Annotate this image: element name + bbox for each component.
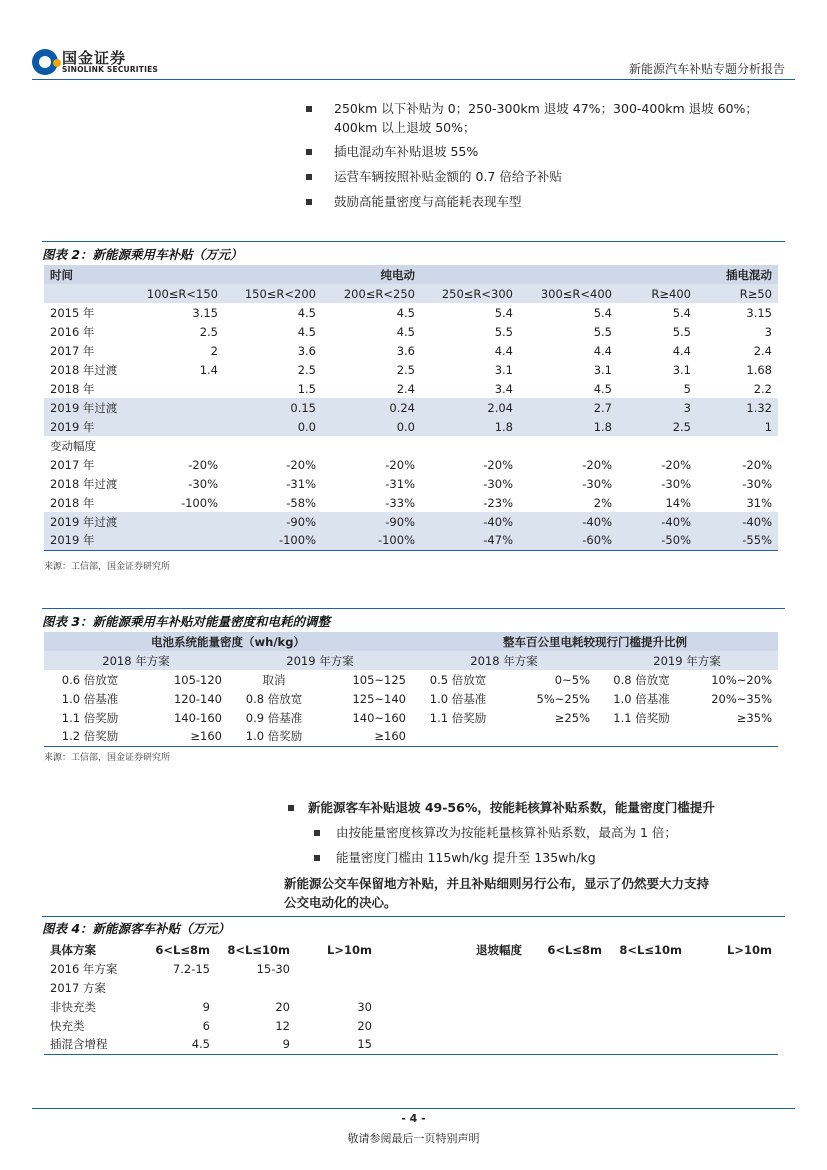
table-cell: 140-160 — [173, 710, 222, 725]
page-number: - 4 - — [401, 1112, 426, 1125]
table-cell: -31% — [385, 476, 415, 491]
table-cell: 0.8 倍放宽 — [245, 691, 303, 706]
table-cell: 1.2 倍奖励 — [44, 727, 136, 746]
table-cell: 5.4 — [672, 305, 691, 320]
bullet-icon — [306, 106, 312, 112]
table-row — [44, 341, 778, 360]
table-cell: 125~140 — [352, 691, 406, 706]
table-row — [44, 512, 778, 531]
table-cell: -100% — [224, 531, 322, 550]
table-cell: ≥160 — [136, 727, 228, 746]
table-row — [44, 398, 778, 417]
table2 — [44, 265, 778, 551]
table-row — [44, 959, 778, 978]
col-header: 具体方案 — [50, 942, 96, 957]
table-cell: 120-140 — [173, 691, 222, 706]
table-cell — [688, 978, 778, 997]
table-cell — [216, 978, 296, 997]
section-paragraph: 新能源公交车保留地方补贴，并且补贴细则另行公布，显示了仍然要大力支持 公交电动化的决心。 — [284, 876, 710, 910]
table-cell — [528, 1035, 608, 1054]
table2-title: 图表 2：新能源乘用车补贴（万元） — [42, 247, 243, 262]
table-cell: 4.5 — [396, 305, 415, 320]
table-cell: -20% — [188, 457, 218, 472]
sub-bullet: 能量密度门槛由 115wh/kg 提升至 135wh/kg — [336, 850, 596, 865]
table-row — [44, 670, 778, 689]
header-divider — [32, 79, 795, 80]
table-cell — [378, 997, 528, 1016]
table-cell — [596, 727, 687, 746]
table-cell — [528, 1016, 608, 1035]
table-cell: 2017 方案 — [50, 980, 106, 995]
col-header: 2019 年方案 — [653, 653, 721, 668]
table-cell: 10%~20% — [711, 672, 772, 687]
table-cell: 15 — [296, 1035, 378, 1054]
table4 — [44, 940, 778, 1055]
table-cell: 0.24 — [389, 400, 415, 415]
col-header: 100≤R<150 — [146, 286, 218, 301]
table-cell — [608, 978, 688, 997]
table-cell: 2019 年 — [44, 531, 124, 550]
table-header-row — [44, 265, 778, 284]
col-group-header: 整车百公里电耗较现行门槛提升比例 — [503, 634, 687, 649]
table-cell — [608, 1035, 688, 1054]
table-rule — [42, 241, 785, 242]
table-cell — [687, 727, 778, 746]
table-header-row — [44, 651, 778, 670]
table-row — [44, 303, 778, 322]
table-row — [44, 455, 778, 474]
table-cell: -100% — [180, 495, 218, 510]
table-cell: 1.4 — [199, 362, 218, 377]
table-cell: 0.8 倍放宽 — [613, 672, 670, 687]
table-cell: 4.5 — [297, 305, 316, 320]
table-cell: 2016 年 — [50, 324, 95, 339]
table-cell: -60% — [519, 531, 618, 550]
table-row — [44, 360, 778, 379]
table-cell: -20% — [661, 457, 691, 472]
table-cell: 1.68 — [746, 362, 772, 377]
bullet-item: 鼓励高能量密度与高能耗表现车型 — [334, 194, 522, 209]
table-cell: 2 — [210, 343, 218, 358]
table-cell — [421, 436, 519, 455]
table-cell: 5.5 — [672, 324, 691, 339]
table-cell — [378, 959, 528, 978]
table-cell: 2.04 — [487, 400, 513, 415]
table-cell: -58% — [286, 495, 316, 510]
table-cell: 变动幅度 — [50, 438, 96, 453]
table-cell: -20% — [582, 457, 612, 472]
table-cell: 3.4 — [494, 381, 513, 396]
table-cell: 4.4 — [593, 343, 612, 358]
table-cell: -30% — [742, 476, 772, 491]
col-header: R≥50 — [739, 286, 772, 301]
table3-title: 图表 3：新能源乘用车补贴对能量密度和电耗的调整 — [42, 614, 331, 629]
table-row — [44, 322, 778, 341]
table-cell: 3.1 — [672, 362, 691, 377]
table-cell — [296, 959, 378, 978]
table-cell: 4.5 — [396, 324, 415, 339]
table-cell: 2.5 — [396, 362, 415, 377]
col-header: L>10m — [327, 942, 372, 957]
table-cell: -33% — [385, 495, 415, 510]
table-cell: -30% — [582, 476, 612, 491]
bullet-item: 插电混动车补贴退坡 55% — [334, 144, 479, 159]
table-cell: -30% — [661, 476, 691, 491]
table-cell — [296, 978, 378, 997]
table-cell: 1.0 倍基准 — [613, 691, 670, 706]
table-cell: 4.4 — [672, 343, 691, 358]
table-cell: 2018 年 — [50, 495, 95, 510]
table-row — [44, 474, 778, 493]
table-cell: 1 — [764, 419, 772, 434]
table-cell — [697, 436, 778, 455]
table-row — [44, 1016, 778, 1035]
table-cell: 0.0 — [297, 419, 316, 434]
table-cell: 2% — [593, 495, 612, 510]
col-header: L>10m — [727, 942, 772, 957]
table-cell — [124, 531, 224, 550]
logo-icon — [32, 49, 58, 75]
col-header: 6<L≤8m — [155, 942, 210, 957]
table-row — [44, 727, 778, 746]
table-row — [44, 708, 778, 727]
table-cell — [378, 1016, 528, 1035]
table-cell: 2017 年 — [50, 343, 95, 358]
table-cell: 140~160 — [352, 710, 406, 725]
table-cell: 0~5% — [554, 672, 590, 687]
table-cell — [124, 512, 224, 531]
sub-bullet: 由按能量密度核算改为按能耗量核算补贴系数，最高为 1 倍； — [336, 825, 677, 840]
table-cell: -23% — [483, 495, 513, 510]
col-header: 时间 — [50, 267, 73, 282]
table-cell: ≥160 — [320, 727, 412, 746]
bullet-icon — [314, 855, 320, 861]
table-cell: -20% — [286, 457, 316, 472]
table-cell — [504, 727, 596, 746]
table-cell: 1.0 倍基准 — [429, 691, 487, 706]
table-cell — [608, 959, 688, 978]
report-title: 新能源汽车补贴专题分析报告 — [628, 62, 785, 76]
table-cell — [378, 1035, 528, 1054]
col-header: 200≤R<250 — [343, 286, 415, 301]
table-cell: 5%~25% — [536, 691, 590, 706]
table-cell: 取消 — [262, 672, 286, 687]
table-cell: 2016 年方案 — [50, 961, 118, 976]
table-cell: 2015 年 — [50, 305, 95, 320]
table-cell: 插混含增程 — [44, 1035, 124, 1054]
table-cell: 4.5 — [297, 324, 316, 339]
table-cell: 15-30 — [256, 961, 290, 976]
table-cell — [688, 959, 778, 978]
bullet-icon — [288, 805, 294, 811]
table-cell: 5.4 — [494, 305, 513, 320]
table-cell: 3.1 — [494, 362, 513, 377]
table-cell: ≥35% — [736, 710, 772, 725]
table-cell: -40% — [661, 514, 691, 529]
bullet-icon — [306, 149, 312, 155]
table-cell: 20%~35% — [711, 691, 772, 706]
table-cell: 4.5 — [124, 1035, 216, 1054]
table-cell: 0.0 — [396, 419, 415, 434]
table-row — [44, 531, 778, 550]
table-cell: 快充类 — [50, 1018, 85, 1033]
table-cell: 5.5 — [593, 324, 612, 339]
table-cell: 2017 年 — [50, 457, 95, 472]
table-cell: 2.5 — [199, 324, 218, 339]
table-cell: 105-120 — [173, 672, 222, 687]
table-cell: -30% — [188, 476, 218, 491]
table-cell: 2019 年过渡 — [50, 400, 118, 415]
table-row — [44, 436, 778, 455]
table-cell: 1.5 — [297, 381, 316, 396]
table-cell: 9 — [202, 999, 210, 1014]
table-cell: 3.6 — [297, 343, 316, 358]
table-cell — [124, 417, 224, 436]
table-cell: 3.15 — [192, 305, 218, 320]
table-cell — [519, 436, 618, 455]
table-cell: 0.5 倍放宽 — [429, 672, 487, 687]
table-cell: -90% — [385, 514, 415, 529]
table2-source: 来源：工信部，国金证券研究所 — [44, 562, 171, 572]
table-cell: -40% — [742, 514, 772, 529]
col-header: 2019 年方案 — [286, 653, 354, 668]
table-cell: 4.4 — [494, 343, 513, 358]
table4-title: 图表 4：新能源客车补贴（万元） — [42, 921, 231, 936]
table-cell: 2019 年过渡 — [50, 514, 118, 529]
table-cell: -20% — [483, 457, 513, 472]
col-header: R≥400 — [651, 286, 691, 301]
table-cell: 2.5 — [672, 419, 691, 434]
table-cell: 7.2-15 — [172, 961, 210, 976]
table-cell: -30% — [483, 476, 513, 491]
table-cell: 5 — [683, 381, 691, 396]
bullet-icon — [306, 174, 312, 180]
col-header: 2018 年方案 — [470, 653, 538, 668]
col-header: 2018 年方案 — [102, 653, 170, 668]
table-cell: 14% — [665, 495, 691, 510]
col-header: 8<L≤10m — [227, 942, 290, 957]
bullet-icon — [314, 830, 320, 836]
table-cell: 30 — [357, 999, 372, 1014]
table-cell: 2.5 — [297, 362, 316, 377]
table-cell — [688, 997, 778, 1016]
table-cell — [124, 436, 224, 455]
table-cell: 31% — [746, 495, 772, 510]
bullet-item: 运营车辆按照补贴金额的 0.7 倍给予补贴 — [334, 169, 562, 184]
table-cell: 5.4 — [593, 305, 612, 320]
table-cell: 3.15 — [746, 305, 772, 320]
table-cell: 2018 年过渡 — [50, 362, 118, 377]
table-cell: 2019 年 — [50, 419, 95, 434]
table-cell: -31% — [286, 476, 316, 491]
bullet-item: 250km 以下补贴为 0；250-300km 退坡 47%；300-400km 退坡 60%； 400km 以上退坡 50%； — [334, 101, 758, 135]
col-header: 纯电动 — [380, 267, 415, 282]
table-row — [44, 417, 778, 436]
table-cell: 9 — [216, 1035, 296, 1054]
table-cell: 20 — [275, 999, 290, 1014]
table-cell — [224, 436, 322, 455]
col-header: 150≤R<200 — [244, 286, 316, 301]
col-group-header: 电池系统能量密度（wh/kg） — [151, 634, 305, 649]
col-header: 8<L≤10m — [619, 942, 682, 957]
table-cell — [608, 1016, 688, 1035]
col-header: 插电混动 — [726, 267, 772, 282]
table-cell: 4.5 — [593, 381, 612, 396]
table-cell: -55% — [697, 531, 778, 550]
table-cell: 3 — [764, 324, 772, 339]
col-header: 6<L≤8m — [547, 942, 602, 957]
table-header-row — [44, 940, 778, 959]
table-cell — [322, 436, 421, 455]
table-row — [44, 997, 778, 1016]
table-cell: 1.8 — [494, 419, 513, 434]
col-header: 250≤R<300 — [441, 286, 513, 301]
logo-text-cn: 国金证券 — [62, 49, 127, 67]
table-cell — [528, 978, 608, 997]
table-cell: 12 — [275, 1018, 290, 1033]
footer-disclaimer: 敬请参阅最后一页特别声明 — [347, 1132, 480, 1145]
table-cell: 0.6 倍放宽 — [61, 672, 119, 687]
table-cell — [124, 978, 216, 997]
table-cell: -20% — [385, 457, 415, 472]
section-heading: 新能源客车补贴退坡 49-56%，按能耗核算补贴系数，能量密度门槛提升 — [308, 800, 715, 815]
table-cell: -50% — [618, 531, 697, 550]
table-rule — [42, 916, 785, 917]
table-cell — [124, 379, 224, 398]
table-cell: 2.7 — [593, 400, 612, 415]
table-cell: 20 — [357, 1018, 372, 1033]
table-cell — [688, 1016, 778, 1035]
table-row — [44, 1035, 778, 1054]
table-cell: 2.2 — [753, 381, 772, 396]
table-cell: 1.0 倍基准 — [61, 691, 119, 706]
table-row — [44, 689, 778, 708]
table-cell: 0.15 — [290, 400, 316, 415]
table-row — [44, 379, 778, 398]
table-cell: 2.4 — [753, 343, 772, 358]
table-cell: 3.6 — [396, 343, 415, 358]
table-cell: -90% — [286, 514, 316, 529]
table-cell: 1.1 倍奖励 — [61, 710, 119, 725]
table-cell: -40% — [483, 514, 513, 529]
table3 — [44, 632, 778, 747]
table-cell — [608, 997, 688, 1016]
table-cell: 非快充类 — [50, 999, 96, 1014]
table-cell: 3 — [683, 400, 691, 415]
table-row — [44, 493, 778, 512]
logo-text-en: SINOLINK SECURITIES — [62, 65, 159, 74]
table-cell: 1.1 倍奖励 — [613, 710, 670, 725]
table-cell — [124, 398, 224, 417]
table-cell: -20% — [742, 457, 772, 472]
table-cell: 2.4 — [396, 381, 415, 396]
table-cell: 105~125 — [352, 672, 406, 687]
footer-divider — [32, 1108, 795, 1109]
col-header: 300≤R<400 — [540, 286, 612, 301]
table-cell: 3.1 — [593, 362, 612, 377]
table-cell — [528, 959, 608, 978]
table-row — [44, 978, 778, 997]
table-cell: 1.32 — [746, 400, 772, 415]
table-cell: -100% — [322, 531, 421, 550]
table-cell — [688, 1035, 778, 1054]
table-cell — [528, 997, 608, 1016]
table-cell — [618, 436, 697, 455]
col-header: 退坡幅度 — [476, 942, 522, 957]
table-cell: 1.1 倍奖励 — [429, 710, 487, 725]
table-cell: 1.0 倍奖励 — [228, 727, 320, 746]
table-header-row — [44, 632, 778, 651]
table-header-row — [44, 284, 778, 303]
table-cell: 2018 年过渡 — [50, 476, 118, 491]
table-cell — [412, 727, 504, 746]
table-cell: 6 — [202, 1018, 210, 1033]
table-cell: -40% — [582, 514, 612, 529]
table-cell: 5.5 — [494, 324, 513, 339]
bullet-icon — [306, 199, 312, 205]
table-cell: 1.8 — [593, 419, 612, 434]
table3-source: 来源：工信部，国金证券研究所 — [44, 753, 171, 763]
table-cell: ≥25% — [554, 710, 590, 725]
table-cell: 2018 年 — [50, 381, 95, 396]
table-rule — [42, 608, 785, 609]
table-cell: 0.9 倍基准 — [245, 710, 303, 725]
table-cell — [378, 978, 528, 997]
table-cell: -47% — [421, 531, 519, 550]
